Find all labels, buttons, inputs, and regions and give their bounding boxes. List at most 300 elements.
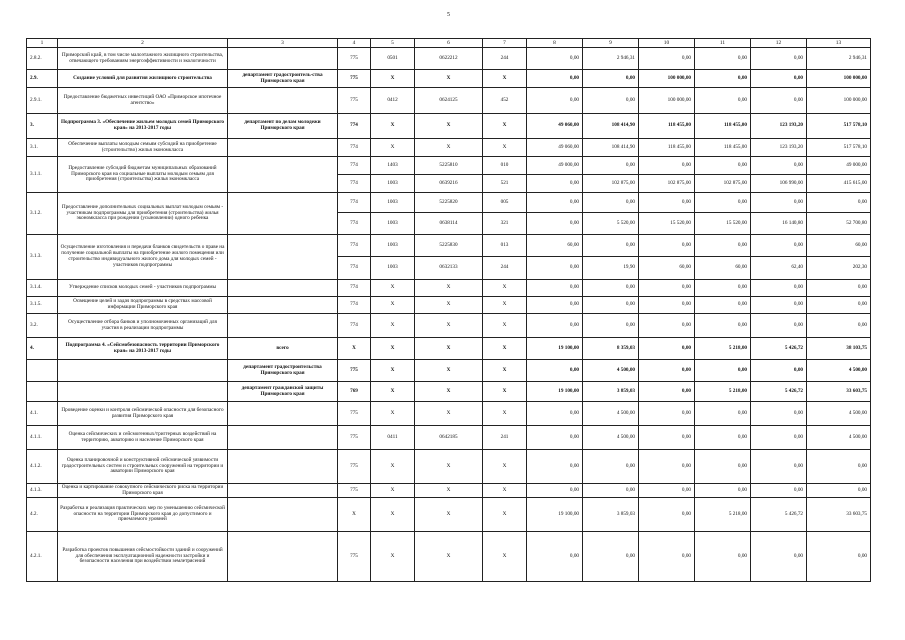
table-cell: 0,00 bbox=[527, 70, 583, 88]
table-cell: X bbox=[371, 402, 415, 426]
row-executor bbox=[228, 498, 338, 532]
table-cell: X bbox=[483, 297, 527, 314]
row-executor: департамент гражданской защиты Приморского края bbox=[228, 382, 338, 402]
row-number: 4.2.1. bbox=[27, 532, 58, 582]
table-cell: 0,00 bbox=[583, 532, 639, 582]
table-row bbox=[27, 297, 871, 314]
table-cell: 0,00 bbox=[751, 314, 807, 338]
row-number: 4.2. bbox=[27, 498, 58, 532]
table-cell: 517 578,10 bbox=[807, 114, 871, 139]
table-cell: 5 426,72 bbox=[751, 382, 807, 402]
table-cell: 0,00 bbox=[639, 382, 695, 402]
table-cell: 774 bbox=[338, 175, 371, 193]
table-cell: X bbox=[371, 280, 415, 297]
table-cell: 1403 bbox=[371, 157, 415, 175]
row-description: Проведение оценки и контроля сейсмической опасности для безопасного развития Приморского края bbox=[58, 402, 228, 426]
column-header: 13 bbox=[807, 39, 871, 48]
column-header: 9 bbox=[583, 39, 639, 48]
table-cell: X bbox=[371, 70, 415, 88]
row-number: 3.1.4. bbox=[27, 280, 58, 297]
table-cell: 0,00 bbox=[583, 88, 639, 114]
table-cell: 0,00 bbox=[807, 450, 871, 484]
table-cell: 241 bbox=[483, 426, 527, 450]
row-description: Оценка планировочной и конструктивной сейсмической уязвимости градостроительных систем и строительных сооружений на территории и акватории Приморского края bbox=[58, 450, 228, 484]
table-cell: 0,00 bbox=[583, 280, 639, 297]
table-row bbox=[27, 360, 871, 382]
table-cell: 0,00 bbox=[751, 484, 807, 498]
table-cell: 1003 bbox=[371, 235, 415, 257]
table-cell: 1003 bbox=[371, 257, 415, 280]
table-cell: 0,00 bbox=[583, 297, 639, 314]
table-cell: 1003 bbox=[371, 213, 415, 235]
row-description: Подпрограмма 3. «Обеспечение жильем молодых семей Приморского края» на 2013-2017 годы bbox=[58, 114, 228, 139]
row-description: Оценка и картирование совокупного сейсмического риска на территории Приморского края bbox=[58, 484, 228, 498]
table-cell: 774 bbox=[338, 213, 371, 235]
table-cell: X bbox=[371, 338, 415, 360]
table-cell: 0,00 bbox=[527, 360, 583, 382]
table-row bbox=[27, 280, 871, 297]
table-cell: X bbox=[371, 382, 415, 402]
table-cell: 774 bbox=[338, 193, 371, 213]
table-cell: 15 520,00 bbox=[639, 213, 695, 235]
table-cell: 3 859,03 bbox=[583, 382, 639, 402]
table-cell: 0,00 bbox=[695, 280, 751, 297]
table-row bbox=[27, 114, 871, 139]
table-cell: 0,00 bbox=[639, 157, 695, 175]
table-cell: 100 000,00 bbox=[807, 88, 871, 114]
table-cell: X bbox=[371, 498, 415, 532]
table-cell: 0,00 bbox=[751, 48, 807, 70]
column-header: 1 bbox=[27, 39, 58, 48]
table-cell: 0,00 bbox=[695, 235, 751, 257]
row-executor bbox=[228, 484, 338, 498]
row-executor bbox=[228, 314, 338, 338]
row-description: Утверждение списков молодых семей - участников подпрограммы bbox=[58, 280, 228, 297]
table-cell: 0,00 bbox=[639, 338, 695, 360]
table-cell: 0,00 bbox=[639, 235, 695, 257]
table-cell: 244 bbox=[483, 257, 527, 280]
table-cell: 0642185 bbox=[415, 426, 483, 450]
row-number: 3.2. bbox=[27, 314, 58, 338]
page-number: 5 bbox=[447, 12, 450, 18]
table-cell: X bbox=[371, 484, 415, 498]
table-cell: 19 100,00 bbox=[527, 338, 583, 360]
table-cell: X bbox=[371, 360, 415, 382]
table-cell: 517 578,10 bbox=[807, 139, 871, 157]
table-cell: 4 500,00 bbox=[583, 360, 639, 382]
row-executor bbox=[228, 297, 338, 314]
table-cell: 0,00 bbox=[751, 280, 807, 297]
table-cell: 100 000,00 bbox=[639, 88, 695, 114]
table-cell: 0,00 bbox=[639, 314, 695, 338]
table-cell: 38 103,75 bbox=[807, 338, 871, 360]
table-cell: 0,00 bbox=[583, 235, 639, 257]
table-cell: 0,00 bbox=[583, 314, 639, 338]
table-cell: 62,40 bbox=[751, 257, 807, 280]
table-cell: 0,00 bbox=[527, 257, 583, 280]
table-cell: 0,00 bbox=[751, 360, 807, 382]
table-cell: 774 bbox=[338, 139, 371, 157]
table-cell: 0,00 bbox=[639, 450, 695, 484]
table-cell: 0632133 bbox=[415, 257, 483, 280]
table-cell: 118 455,00 bbox=[639, 114, 695, 139]
column-header: 5 bbox=[371, 39, 415, 48]
table-cell: 19 100,00 bbox=[527, 498, 583, 532]
table-cell: 4 500,00 bbox=[807, 426, 871, 450]
table-cell: 0,00 bbox=[807, 532, 871, 582]
row-executor: департамент по делам молодежи Приморского края bbox=[228, 114, 338, 139]
row-number: 4. bbox=[27, 338, 58, 360]
table-cell: 0,00 bbox=[751, 402, 807, 426]
table-cell: X bbox=[415, 360, 483, 382]
table-cell: 0638114 bbox=[415, 213, 483, 235]
table-cell: X bbox=[483, 450, 527, 484]
table-cell: 102 875,00 bbox=[639, 175, 695, 193]
table-cell: 5 426,72 bbox=[751, 338, 807, 360]
table-cell: 100 000,00 bbox=[639, 70, 695, 88]
table-cell: X bbox=[371, 114, 415, 139]
table-cell: 0,00 bbox=[807, 314, 871, 338]
table-cell: 0622212 bbox=[415, 48, 483, 70]
table-cell: 123 193,20 bbox=[751, 114, 807, 139]
table-cell: 100 000,00 bbox=[807, 70, 871, 88]
table-cell: X bbox=[483, 498, 527, 532]
table-cell: X bbox=[483, 382, 527, 402]
table-cell: 0,00 bbox=[751, 450, 807, 484]
table-cell: 49 000,00 bbox=[527, 157, 583, 175]
table-cell: 2 946,31 bbox=[807, 48, 871, 70]
table-cell: 0,00 bbox=[639, 193, 695, 213]
table-cell: 60,00 bbox=[639, 257, 695, 280]
table-cell: X bbox=[483, 280, 527, 297]
column-header: 4 bbox=[338, 39, 371, 48]
table-cell: X bbox=[483, 70, 527, 88]
table-cell: X bbox=[415, 114, 483, 139]
table-cell: X bbox=[338, 498, 371, 532]
table-row bbox=[27, 193, 871, 213]
table-cell: 0,00 bbox=[527, 402, 583, 426]
table-cell: 0,00 bbox=[639, 402, 695, 426]
table-row bbox=[27, 70, 871, 88]
table-cell: 0,00 bbox=[527, 314, 583, 338]
column-header: 6 bbox=[415, 39, 483, 48]
table-cell: 775 bbox=[338, 450, 371, 484]
row-executor bbox=[228, 139, 338, 157]
table-row bbox=[27, 88, 871, 114]
table-cell: 0,00 bbox=[695, 426, 751, 450]
row-description: Подпрограмма 4. «Сейсмобезопасность территории Приморского края» на 2013-2017 годы bbox=[58, 338, 228, 360]
table-cell: 49 060,00 bbox=[527, 139, 583, 157]
table-row bbox=[27, 450, 871, 484]
table-cell: X bbox=[371, 139, 415, 157]
header-row bbox=[27, 39, 871, 48]
table-cell: X bbox=[415, 532, 483, 582]
row-executor bbox=[228, 193, 338, 235]
table-cell: 123 193,20 bbox=[751, 139, 807, 157]
row-executor: департамент градостроительства Приморского края bbox=[228, 360, 338, 382]
table-cell: 0,00 bbox=[583, 70, 639, 88]
row-executor bbox=[228, 280, 338, 297]
row-description: Разработка проектов повышения сейсмостойкости зданий и сооружений для обеспечения эксплуатационной надежности застройки и безопасности населения при воздействии землетрясений bbox=[58, 532, 228, 582]
table-cell: 52 700,80 bbox=[807, 213, 871, 235]
row-description: Предоставление субсидий бюджетам муниципальных образований Приморского края на социальные выплаты молодым семьям для приобретения (строительства) жилья экономкласса bbox=[58, 157, 228, 193]
table-cell: 775 bbox=[338, 402, 371, 426]
table-cell: 0,00 bbox=[807, 193, 871, 213]
table-cell: 774 bbox=[338, 314, 371, 338]
table-cell: 244 bbox=[483, 48, 527, 70]
table-cell: 0,00 bbox=[583, 450, 639, 484]
table-cell: 774 bbox=[338, 257, 371, 280]
table-cell: 0,00 bbox=[695, 450, 751, 484]
row-description: Освещение целей и задач подпрограммы в средствах массовой информации Приморского края bbox=[58, 297, 228, 314]
table-cell: 8 359,03 bbox=[583, 338, 639, 360]
table-cell: 0,00 bbox=[751, 297, 807, 314]
table-cell: X bbox=[483, 338, 527, 360]
table-cell: 19,90 bbox=[583, 257, 639, 280]
table-cell: 0501 bbox=[371, 48, 415, 70]
table-cell: X bbox=[415, 484, 483, 498]
table-cell: 0,00 bbox=[527, 175, 583, 193]
table-cell: 0,00 bbox=[527, 280, 583, 297]
row-executor bbox=[228, 450, 338, 484]
table-cell: X bbox=[415, 450, 483, 484]
table-cell: 769 bbox=[338, 382, 371, 402]
table-cell: 005 bbox=[483, 193, 527, 213]
table-cell: 5225810 bbox=[415, 157, 483, 175]
table-cell: 0,00 bbox=[695, 360, 751, 382]
row-description: Предоставление дополнительных социальных выплат молодым семьям - участникам подпрограммы для приобретения (строительства) жилья экономкласса при рождении (усыновлении) одного ребенка bbox=[58, 193, 228, 235]
table-row bbox=[27, 235, 871, 257]
table-cell: 16 140,80 bbox=[751, 213, 807, 235]
table-cell: 0,00 bbox=[527, 213, 583, 235]
table-cell: 33 603,75 bbox=[807, 382, 871, 402]
program-budget-table bbox=[26, 38, 871, 582]
table-row bbox=[27, 426, 871, 450]
table-cell: 102 875,00 bbox=[583, 175, 639, 193]
row-number: 3. bbox=[27, 114, 58, 139]
table-row bbox=[27, 139, 871, 157]
table-cell: 5 218,00 bbox=[695, 338, 751, 360]
table-cell: 0,00 bbox=[751, 157, 807, 175]
table-cell: X bbox=[371, 532, 415, 582]
row-number: 2.9. bbox=[27, 70, 58, 88]
column-header: 7 bbox=[483, 39, 527, 48]
table-cell: X bbox=[483, 114, 527, 139]
table-cell: X bbox=[415, 297, 483, 314]
column-header: 10 bbox=[639, 39, 695, 48]
table-cell: 0,00 bbox=[639, 484, 695, 498]
row-description bbox=[58, 382, 228, 402]
table-cell: 775 bbox=[338, 426, 371, 450]
table-cell: 108 414,90 bbox=[583, 139, 639, 157]
row-description: Предоставление бюджетных инвестиций ОАО «Приморское ипотечное агентство» bbox=[58, 88, 228, 114]
table-cell: 774 bbox=[338, 280, 371, 297]
table-cell: 775 bbox=[338, 484, 371, 498]
table-cell: 0,00 bbox=[639, 297, 695, 314]
row-number: 2.8.2. bbox=[27, 48, 58, 70]
table-cell: 775 bbox=[338, 88, 371, 114]
table-cell: 108 414,90 bbox=[583, 114, 639, 139]
row-executor: департамент градостроитель-ства Приморского края bbox=[228, 70, 338, 88]
row-number: 4.1.1. bbox=[27, 426, 58, 450]
row-number bbox=[27, 360, 58, 382]
table-cell: 415 615,00 bbox=[807, 175, 871, 193]
row-number: 3.1. bbox=[27, 139, 58, 157]
table-cell: X bbox=[483, 402, 527, 426]
row-number: 3.1.3. bbox=[27, 235, 58, 280]
table-row bbox=[27, 382, 871, 402]
table-cell: 118 455,00 bbox=[695, 139, 751, 157]
table-cell: X bbox=[415, 498, 483, 532]
table-cell: 15 520,00 bbox=[695, 213, 751, 235]
table-cell: X bbox=[415, 139, 483, 157]
table-cell: X bbox=[483, 314, 527, 338]
table-cell: X bbox=[483, 139, 527, 157]
table-cell: 0,00 bbox=[527, 88, 583, 114]
row-description: Осуществление отбора банков и уполномоченных организаций для участия в реализации подпрограммы bbox=[58, 314, 228, 338]
table-cell: 3 859,03 bbox=[583, 498, 639, 532]
table-cell: 774 bbox=[338, 157, 371, 175]
table-cell: 0,00 bbox=[639, 498, 695, 532]
table-cell: X bbox=[415, 70, 483, 88]
table-cell: 0,00 bbox=[639, 426, 695, 450]
table-cell: 0412 bbox=[371, 88, 415, 114]
table-cell: 774 bbox=[338, 297, 371, 314]
table-cell: 19 100,00 bbox=[527, 382, 583, 402]
table-cell: X bbox=[415, 314, 483, 338]
table-cell: 0,00 bbox=[751, 235, 807, 257]
table-row bbox=[27, 484, 871, 498]
row-description: Осуществление изготовления и передачи бланков свидетельств о праве на получение социальной выплаты на приобретение жилого помещения или строительство индивидуального жилого дома для молодых семей - участников подпрограммы bbox=[58, 235, 228, 280]
table-cell: 0,00 bbox=[639, 532, 695, 582]
table-row bbox=[27, 48, 871, 70]
table-cell: 60,00 bbox=[695, 257, 751, 280]
row-number: 4.1.2. bbox=[27, 450, 58, 484]
table-cell: 60,00 bbox=[527, 235, 583, 257]
table-cell: 0,00 bbox=[807, 484, 871, 498]
table-cell: 4 500,00 bbox=[583, 426, 639, 450]
table-cell: 0,00 bbox=[807, 297, 871, 314]
table-cell: 774 bbox=[338, 114, 371, 139]
table-cell: 4 500,00 bbox=[807, 360, 871, 382]
table-cell: X bbox=[483, 360, 527, 382]
table-cell: 0,00 bbox=[527, 193, 583, 213]
row-executor bbox=[228, 532, 338, 582]
table-cell: 775 bbox=[338, 360, 371, 382]
table-cell: 0,00 bbox=[751, 70, 807, 88]
column-header: 3 bbox=[228, 39, 338, 48]
table-cell: 0,00 bbox=[639, 360, 695, 382]
table-cell: 0,00 bbox=[527, 48, 583, 70]
table-cell: 0,00 bbox=[695, 70, 751, 88]
row-description: Создание условий для развития жилищного строительства bbox=[58, 70, 228, 88]
row-number: 3.1.1. bbox=[27, 157, 58, 193]
row-executor bbox=[228, 426, 338, 450]
table-cell: 0,00 bbox=[695, 193, 751, 213]
table-cell: 0,00 bbox=[527, 532, 583, 582]
table-cell: 0,00 bbox=[695, 484, 751, 498]
table-cell: 774 bbox=[338, 235, 371, 257]
table-cell: 0,00 bbox=[751, 193, 807, 213]
row-executor bbox=[228, 157, 338, 193]
table-cell: 4 500,00 bbox=[807, 402, 871, 426]
table-cell: 0624125 bbox=[415, 88, 483, 114]
row-description: Разработка и реализация практических мер по уменьшению сейсмической опасности на территории Приморского края до допустимого и приемлемого уровней bbox=[58, 498, 228, 532]
row-executor bbox=[228, 88, 338, 114]
table-cell: 1003 bbox=[371, 193, 415, 213]
table-cell: 4 500,00 bbox=[583, 402, 639, 426]
table-row bbox=[27, 402, 871, 426]
table-cell: 0,00 bbox=[751, 532, 807, 582]
table-cell: 202,30 bbox=[807, 257, 871, 280]
row-executor: всего bbox=[228, 338, 338, 360]
table-cell: 0,00 bbox=[695, 532, 751, 582]
table-cell: 0,00 bbox=[695, 48, 751, 70]
table-cell: 0,00 bbox=[695, 314, 751, 338]
table-cell: X bbox=[415, 382, 483, 402]
row-executor bbox=[228, 235, 338, 280]
table-cell: 521 bbox=[483, 175, 527, 193]
table-cell: 0,00 bbox=[527, 450, 583, 484]
table-cell: 010 bbox=[483, 157, 527, 175]
table-cell: 5225830 bbox=[415, 235, 483, 257]
table-cell: 49 000,00 bbox=[807, 157, 871, 175]
table-cell: X bbox=[415, 280, 483, 297]
table-row bbox=[27, 314, 871, 338]
table-cell: 0,00 bbox=[583, 157, 639, 175]
table-cell: 1003 bbox=[371, 175, 415, 193]
table-cell: X bbox=[338, 338, 371, 360]
row-description: Оценка сейсмических и сейсмогенных/триггерных воздействий на территорию, акваторию и население Приморского края bbox=[58, 426, 228, 450]
table-cell: X bbox=[371, 314, 415, 338]
table-cell: 5 520,00 bbox=[583, 213, 639, 235]
table-cell: 0,00 bbox=[639, 280, 695, 297]
table-cell: 5225820 bbox=[415, 193, 483, 213]
table-cell: 013 bbox=[483, 235, 527, 257]
table-cell: 0,00 bbox=[639, 48, 695, 70]
column-header: 11 bbox=[695, 39, 751, 48]
row-number: 2.9.1. bbox=[27, 88, 58, 114]
table-cell: X bbox=[371, 450, 415, 484]
table-cell: 775 bbox=[338, 70, 371, 88]
table-cell: X bbox=[483, 484, 527, 498]
table-cell: 0411 bbox=[371, 426, 415, 450]
table-cell: 60,00 bbox=[807, 235, 871, 257]
table-cell: X bbox=[371, 297, 415, 314]
table-cell: 321 bbox=[483, 213, 527, 235]
table-cell: 0,00 bbox=[527, 484, 583, 498]
table-cell: 49 060,00 bbox=[527, 114, 583, 139]
table-cell: 33 603,75 bbox=[807, 498, 871, 532]
table-cell: 0,00 bbox=[527, 426, 583, 450]
table-cell: X bbox=[483, 532, 527, 582]
table-cell: 102 875,00 bbox=[695, 175, 751, 193]
table-cell: 0,00 bbox=[695, 402, 751, 426]
table-cell: 0,00 bbox=[695, 297, 751, 314]
table-cell: 118 455,00 bbox=[639, 139, 695, 157]
table-cell: 106 990,00 bbox=[751, 175, 807, 193]
column-header: 8 bbox=[527, 39, 583, 48]
table-cell: 0,00 bbox=[807, 280, 871, 297]
row-number: 3.1.2. bbox=[27, 193, 58, 235]
row-number: 4.1.3. bbox=[27, 484, 58, 498]
row-description: Обеспечение выплаты молодым семьям субсидий на приобретение (строительство) жилья экономкласса bbox=[58, 139, 228, 157]
table-row bbox=[27, 498, 871, 532]
table-cell: 0,00 bbox=[583, 484, 639, 498]
table-cell: X bbox=[415, 402, 483, 426]
column-header: 12 bbox=[751, 39, 807, 48]
row-executor bbox=[228, 402, 338, 426]
